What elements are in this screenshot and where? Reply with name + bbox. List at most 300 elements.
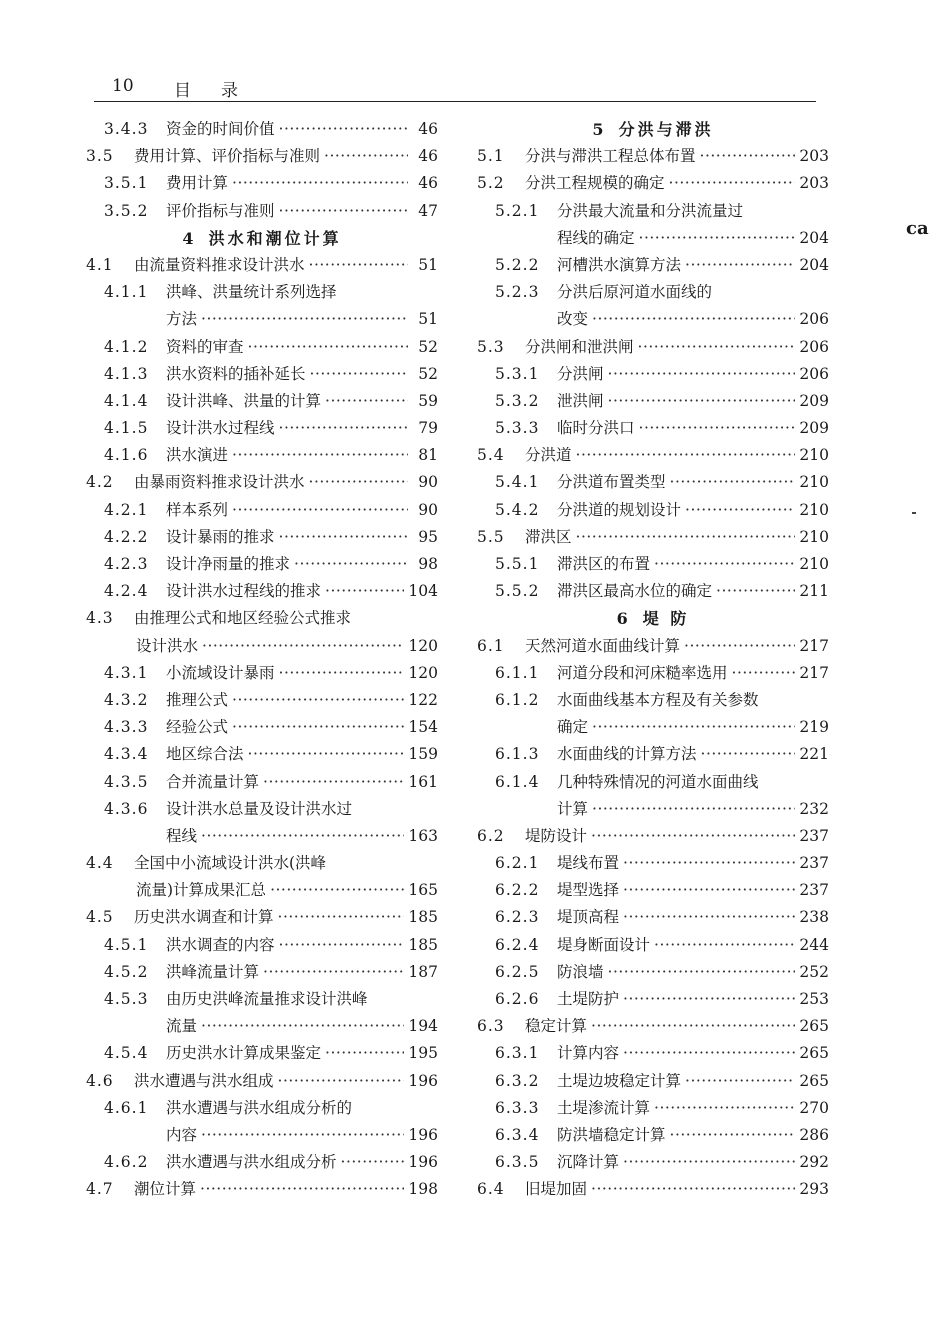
toc-entry [86,741,438,768]
page-ref: 203 [799,174,829,193]
dot-leader [623,850,795,877]
section-number: 4.3.6 [104,799,149,818]
dot-leader [638,334,796,361]
section-number: 4.2.2 [104,527,149,546]
section-title: 天然河道水面曲线计算 [525,636,681,655]
page-ref: 198 [408,1180,438,1199]
dot-leader [324,143,408,170]
dot-leader [278,1068,405,1095]
section-title: 资金的时间价值 [166,120,275,138]
section-title: 设计洪水总量及设计洪水过 [166,799,353,818]
section-number: 5.5.2 [495,582,540,601]
section-title: 流量 [166,1017,198,1036]
page-ref: 210 [799,555,829,573]
toc-entry-continuation [477,796,829,823]
section-title: 堤线布置 [557,854,620,873]
toc-entry [86,388,438,415]
page-ref: 237 [799,826,829,845]
toc-entry [86,334,438,361]
section-title: 设计暴雨的推求 [166,527,275,546]
dot-leader [608,959,796,986]
toc-entry [477,877,829,904]
page-ref: 46 [418,174,438,193]
dot-leader [716,578,795,605]
section-number: 5.2.2 [495,255,540,274]
toc-entry [86,578,438,605]
page-ref: 210 [799,527,829,546]
section-title: 推理公式 [166,690,229,709]
page-ref: 206 [799,364,829,383]
section-number: 4.6.1 [104,1098,149,1117]
toc-entry [477,1068,829,1095]
section-title: 设计洪峰、洪量的计算 [166,391,322,410]
section-number: 6.3.5 [495,1153,540,1172]
section-title: 分洪道 [525,446,572,465]
section-title: 样本系列 [166,500,229,519]
chapter-number: 5 [592,120,607,139]
toc-left-column [86,116,438,1204]
dot-leader [248,334,408,361]
section-number: 4.3.1 [104,663,149,682]
page-ref: 79 [418,419,438,438]
section-number: 4.2.3 [104,555,149,573]
section-number: 4.2.4 [104,582,149,601]
section-title: 分洪道布置类型 [557,473,666,492]
section-title: 由推理公式和地区经验公式推求 [134,609,352,628]
section-number: 5.3.1 [495,364,540,383]
dot-leader [201,823,404,850]
page-ref: 47 [418,201,438,220]
section-title: 内容 [166,1125,198,1144]
page-ref: 253 [799,990,829,1008]
toc-entry [86,198,438,225]
section-title: 程线的确定 [557,228,635,247]
toc-entry [477,850,829,877]
section-number: 5.3.2 [495,391,540,410]
dot-leader [279,660,405,687]
section-number: 6.2.6 [495,990,540,1008]
section-title: 由历史洪峰流量推求设计洪峰 [166,990,368,1008]
dot-leader [623,877,795,904]
chapter-title: 堤 防 [642,609,690,629]
page-ref: 104 [408,582,438,601]
dot-leader [608,361,796,388]
page-ref: 265 [799,1017,829,1036]
toc-entry [477,442,829,469]
page-ref: 98 [418,555,438,573]
toc-entry [86,1176,438,1203]
section-title: 堤型选择 [557,881,620,900]
section-number: 4.2 [86,473,114,492]
page-ref: 187 [408,962,438,981]
page-title: 目录 [174,81,268,101]
section-title: 防洪墙稳定计算 [557,1125,666,1144]
section-number: 6.3.4 [495,1125,540,1144]
page-ref: 244 [799,935,829,954]
page-ref: 265 [799,1044,829,1063]
toc-entry [477,741,829,768]
dot-leader [623,986,795,1013]
page-ref: 203 [799,147,829,166]
page-ref: 221 [799,745,829,764]
page-ref: 206 [799,310,829,329]
section-title: 洪水资料的插补延长 [166,364,306,383]
section-title: 设计净雨量的推求 [166,555,291,573]
section-title: 土堤渗流计算 [557,1098,651,1117]
section-number: 5.5.1 [495,555,540,573]
page-ref: 206 [799,337,829,356]
page-ref: 204 [799,255,829,274]
section-number: 6.3.1 [495,1044,540,1063]
section-number: 4.1.6 [104,446,149,465]
chapter-title: 分洪与滞洪 [618,120,714,139]
toc-entry [477,959,829,986]
section-title: 分洪闸 [557,364,604,383]
section-title: 旧堤加固 [525,1180,588,1199]
dot-leader [684,633,795,660]
page-ref: 163 [408,826,438,845]
section-title: 计算 [557,799,589,818]
section-number: 4.3.4 [104,745,149,764]
toc-entry [477,823,829,850]
toc-entry [477,660,829,687]
page-ref: 46 [418,120,438,138]
section-number: 6.1 [477,636,505,655]
page-ref: 194 [408,1017,438,1036]
page-ref: 81 [418,446,438,465]
section-number: 4.3.5 [104,772,149,791]
section-title: 滞洪区的布置 [557,555,651,573]
section-title: 改变 [557,310,589,329]
section-title: 计算内容 [557,1044,620,1063]
section-number: 5.2.3 [495,283,540,302]
toc-entry [477,1095,829,1122]
toc-entry [86,415,438,442]
section-number: 6.4 [477,1180,505,1199]
toc-entry [477,687,829,714]
dot-leader [279,116,408,143]
page-ref: 286 [799,1125,829,1144]
dot-leader [279,932,405,959]
section-number: 3.5 [86,147,114,166]
page-ref: 217 [799,663,829,682]
dot-leader [592,796,795,823]
section-number: 5.2 [477,174,505,193]
dot-leader [263,769,404,796]
section-title: 由流量资料推求设计洪水 [134,255,305,274]
section-number: 4.5.1 [104,935,149,954]
toc-entry [477,1013,829,1040]
toc-entry [86,687,438,714]
page-ref: 238 [799,908,829,927]
dot-leader [591,823,795,850]
section-title: 流量)计算成果汇总 [136,881,267,900]
toc-entry [477,551,829,578]
dot-leader [232,170,408,197]
toc-entry [86,605,438,632]
dot-leader [279,524,408,551]
toc-entry-continuation [86,877,438,904]
page-ref: 292 [799,1153,829,1172]
section-number: 6.1.1 [495,663,540,682]
dot-leader [309,252,408,279]
section-number: 6.2.2 [495,881,540,900]
dot-leader [325,1040,404,1067]
section-title: 堤顶高程 [557,908,620,927]
toc-entry [86,442,438,469]
section-number: 6.1.4 [495,772,540,791]
toc-entry [86,850,438,877]
section-number: 6.3.2 [495,1071,540,1090]
toc-entry [86,1095,438,1122]
section-title: 几种特殊情况的河道水面曲线 [557,772,759,791]
page-ref: 195 [408,1044,438,1063]
section-number: 6.2.5 [495,962,540,981]
section-number: 4.3.3 [104,718,149,737]
section-number: 4.7 [86,1180,114,1199]
page-ref: 51 [418,255,438,274]
dot-leader [700,143,796,170]
dot-leader [279,415,408,442]
toc-entry [86,170,438,197]
section-number: 4.1.5 [104,419,149,438]
margin-mark: ca [906,218,929,239]
dot-leader [732,660,796,687]
page-ref: 46 [418,147,438,166]
page-ref: 217 [799,636,829,655]
page-ref: 232 [799,799,829,818]
dot-leader [701,741,796,768]
dot-leader [639,415,796,442]
section-title: 水面曲线基本方程及有关参数 [557,690,759,709]
dot-leader [592,714,795,741]
section-title: 堤防设计 [525,826,588,845]
section-title: 分洪道的规划设计 [557,500,682,519]
toc-entry [86,1068,438,1095]
dot-leader [232,714,404,741]
section-title: 全国中小流域设计洪水(洪峰 [134,854,327,873]
toc-entry [86,143,438,170]
dot-leader [623,1149,795,1176]
section-number: 5.4 [477,446,505,465]
section-number: 5.4.1 [495,473,540,492]
dot-leader [263,959,404,986]
toc-entry-continuation [86,1013,438,1040]
header-rule [94,101,816,102]
page-ref: 196 [408,1125,438,1144]
toc-entry [86,361,438,388]
section-title: 临时分洪口 [557,419,635,438]
toc-entry [86,904,438,931]
section-number: 4.1 [86,255,114,274]
page-ref: 265 [799,1071,829,1090]
toc-entry [86,497,438,524]
section-title: 洪水遭遇与洪水组成 [134,1071,274,1090]
section-number: 4.3 [86,609,114,628]
page-ref: 293 [799,1180,829,1199]
chapter-heading [477,605,829,632]
section-number: 6.2.3 [495,908,540,927]
section-title: 河道分段和河床糙率选用 [557,663,728,682]
page-ref: 52 [418,364,438,383]
toc-entry [477,252,829,279]
page-ref: 252 [799,962,829,981]
section-number: 4.5 [86,908,114,927]
dot-leader [201,1122,404,1149]
page-ref: 196 [408,1071,438,1090]
toc-entry [477,388,829,415]
page-ref: 210 [799,500,829,519]
toc-entry [86,1149,438,1176]
dot-leader [232,497,408,524]
page-number: 10 [112,76,134,96]
section-number: 5.4.2 [495,500,540,519]
page-ref: 52 [418,337,438,356]
section-title: 沉降计算 [557,1153,620,1172]
dot-leader [278,904,405,931]
section-number: 6.1.3 [495,745,540,764]
dot-leader [576,524,796,551]
dot-leader [608,388,796,415]
section-title: 土堤边坡稳定计算 [557,1071,682,1090]
toc-entry [477,198,829,225]
dot-leader [325,388,408,415]
section-title: 滞洪区 [525,527,572,546]
dot-leader [309,469,408,496]
section-title: 滞洪区最高水位的确定 [557,582,713,601]
dot-leader [685,252,795,279]
page-ref: 120 [408,663,438,682]
section-title: 泄洪闸 [557,391,604,410]
page-ref: 185 [408,908,438,927]
page-ref: 95 [418,527,438,546]
section-number: 4.4 [86,854,114,873]
toc-entry [86,252,438,279]
section-title: 历史洪水调查和计算 [134,908,274,927]
page-ref: 210 [799,446,829,465]
section-title: 洪水遭遇与洪水组成分析 [166,1153,337,1172]
toc-entry [477,415,829,442]
toc-entry-continuation [477,306,829,333]
section-number: 4.5.3 [104,990,149,1008]
section-title: 分洪最大流量和分洪流量过 [557,201,744,220]
toc-entry [477,1149,829,1176]
dot-leader [201,1013,404,1040]
toc-entry [477,279,829,306]
section-title: 洪峰流量计算 [166,962,260,981]
toc-entry-continuation [86,1122,438,1149]
toc-entry [477,469,829,496]
page-ref: 122 [408,690,438,709]
toc-entry [86,796,438,823]
section-number: 5.3.3 [495,419,540,438]
section-number: 3.4.3 [104,120,149,138]
dot-leader [623,1040,795,1067]
section-number: 5.1 [477,147,505,166]
toc-entry [477,334,829,361]
dot-leader [341,1149,405,1176]
toc-entry [477,932,829,959]
toc-entry [477,497,829,524]
dot-leader [654,551,795,578]
section-title: 分洪与滞洪工程总体布置 [525,147,696,166]
section-title: 地区综合法 [166,745,244,764]
toc-entry [477,361,829,388]
section-number: 4.1.4 [104,391,149,410]
page-ref: 161 [408,772,438,791]
page-ref: 219 [799,718,829,737]
toc-entry [477,1176,829,1203]
chapter-heading [86,225,438,252]
dot-leader [232,442,408,469]
section-title: 设计洪水过程线的推求 [166,582,322,601]
toc-entry-continuation [86,633,438,660]
toc-entry [86,932,438,959]
section-number: 5.2.1 [495,201,540,220]
section-number: 6.2 [477,826,505,845]
toc-entry [86,279,438,306]
toc-entry [477,633,829,660]
section-number: 4.6.2 [104,1153,149,1172]
section-title: 由暴雨资料推求设计洪水 [134,473,305,492]
dot-leader [232,687,404,714]
section-number: 6.2.4 [495,935,540,954]
section-title: 评价指标与准则 [166,201,275,220]
section-number: 4.1.2 [104,337,149,356]
toc-entry [477,769,829,796]
section-number: 3.5.1 [104,174,149,193]
dot-leader [201,306,408,333]
toc-entry [477,986,829,1013]
dot-leader [685,1068,795,1095]
toc-entry [86,1040,438,1067]
section-title: 历史洪水计算成果鉴定 [166,1044,322,1063]
toc-entry-continuation [86,823,438,850]
section-number: 6.1.2 [495,690,540,709]
dot-leader [639,225,796,252]
section-number: 4.1.3 [104,364,149,383]
toc-entry-continuation [477,714,829,741]
dot-leader [670,469,796,496]
toc-entry-continuation [86,306,438,333]
dot-leader [576,442,796,469]
dot-leader [669,170,796,197]
dot-leader [294,551,408,578]
section-title: 合并流量计算 [166,772,260,791]
dot-leader [685,497,795,524]
toc-entry [86,469,438,496]
section-number: 4.3.2 [104,690,149,709]
page-ref: 237 [799,881,829,900]
section-number: 3.5.2 [104,201,149,220]
toc-entry [477,1122,829,1149]
page-ref: 210 [799,473,829,492]
toc-entry [86,551,438,578]
section-title: 水面曲线的计算方法 [557,745,697,764]
toc-entry [477,170,829,197]
toc-entry-continuation [477,225,829,252]
toc-entry [86,769,438,796]
section-title: 资料的审查 [166,337,244,356]
section-number: 5.3 [477,337,505,356]
section-title: 费用计算、评价指标与准则 [134,147,321,166]
dot-leader [325,578,404,605]
dot-leader [270,877,404,904]
section-title: 洪水演进 [166,446,229,465]
margin-dot [912,512,916,514]
page-ref: 270 [799,1098,829,1117]
section-number: 6.3.3 [495,1098,540,1117]
